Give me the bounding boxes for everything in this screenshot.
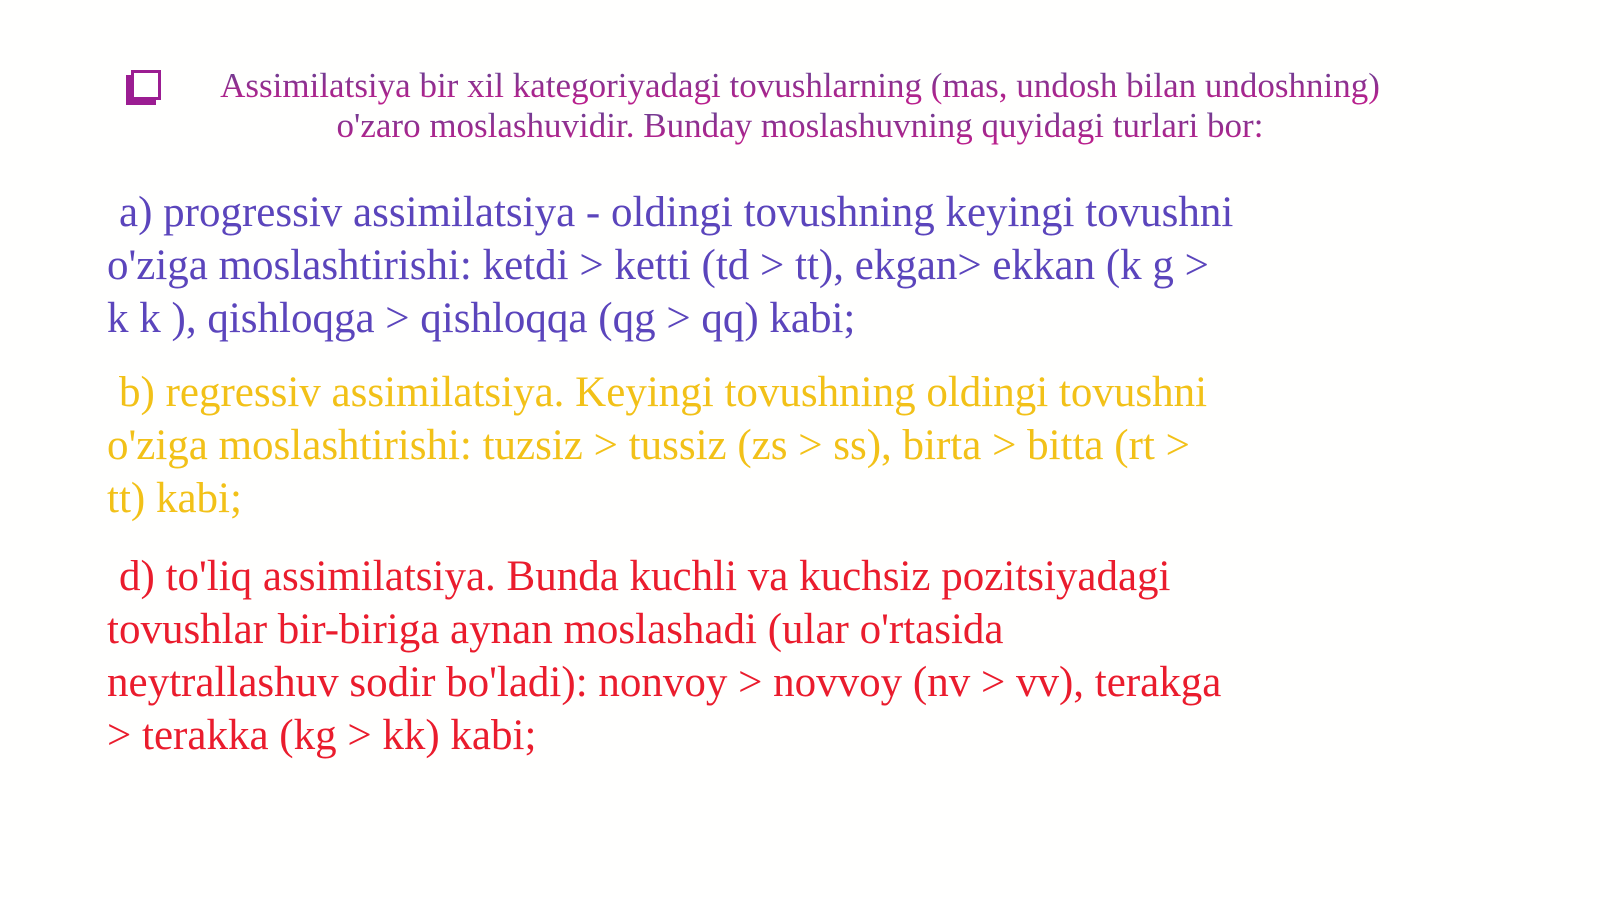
paragraph-d-line-3: neytrallashuv sodir bo'ladi): nonvoy > novvoy (nv > vv), terakga: [107, 659, 1222, 706]
paragraph-regressive-assimilation: [107, 366, 1507, 525]
paragraph-progressive-assimilation: [107, 186, 1507, 345]
header-line-1: Assimilatsiya bir xil kategoriyadagi tovushlarning (mas, undosh bilan undoshning): [60, 66, 1540, 106]
paragraph-b-line-2: o'ziga moslashtirishi: tuzsiz > tussiz (zs > ss), birta > bitta (rt >: [107, 422, 1190, 469]
paragraph-d-line-2: tovushlar bir-biriga aynan moslashadi (ular o'rtasida: [107, 606, 1004, 653]
paragraph-b-line-3: tt) kabi;: [107, 475, 242, 522]
slide-header: [60, 66, 1540, 146]
paragraph-a-line-2: o'ziga moslashtirishi: ketdi > ketti (td > tt), ekgan> ekkan (k g >: [107, 242, 1209, 289]
paragraph-d-line-1: d) to'liq assimilatsiya. Bunda kuchli va kuchsiz pozitsiyadagi: [119, 553, 1171, 600]
paragraph-full-assimilation: [107, 550, 1507, 762]
paragraph-a-line-1: a) progressiv assimilatsiya - oldingi tovushning keyingi tovushni: [119, 189, 1234, 236]
paragraph-a-line-3: k k ), qishloqga > qishloqqa (qg > qq) kabi;: [107, 295, 856, 342]
paragraph-b-line-1: b) regressiv assimilatsiya. Keyingi tovushning oldingi tovushni: [119, 369, 1208, 416]
header-line-2: o'zaro moslashuvidir. Bunday moslashuvning quyidagi turlari bor:: [60, 106, 1540, 146]
paragraph-d-line-4: > terakka (kg > kk) kabi;: [107, 712, 537, 759]
